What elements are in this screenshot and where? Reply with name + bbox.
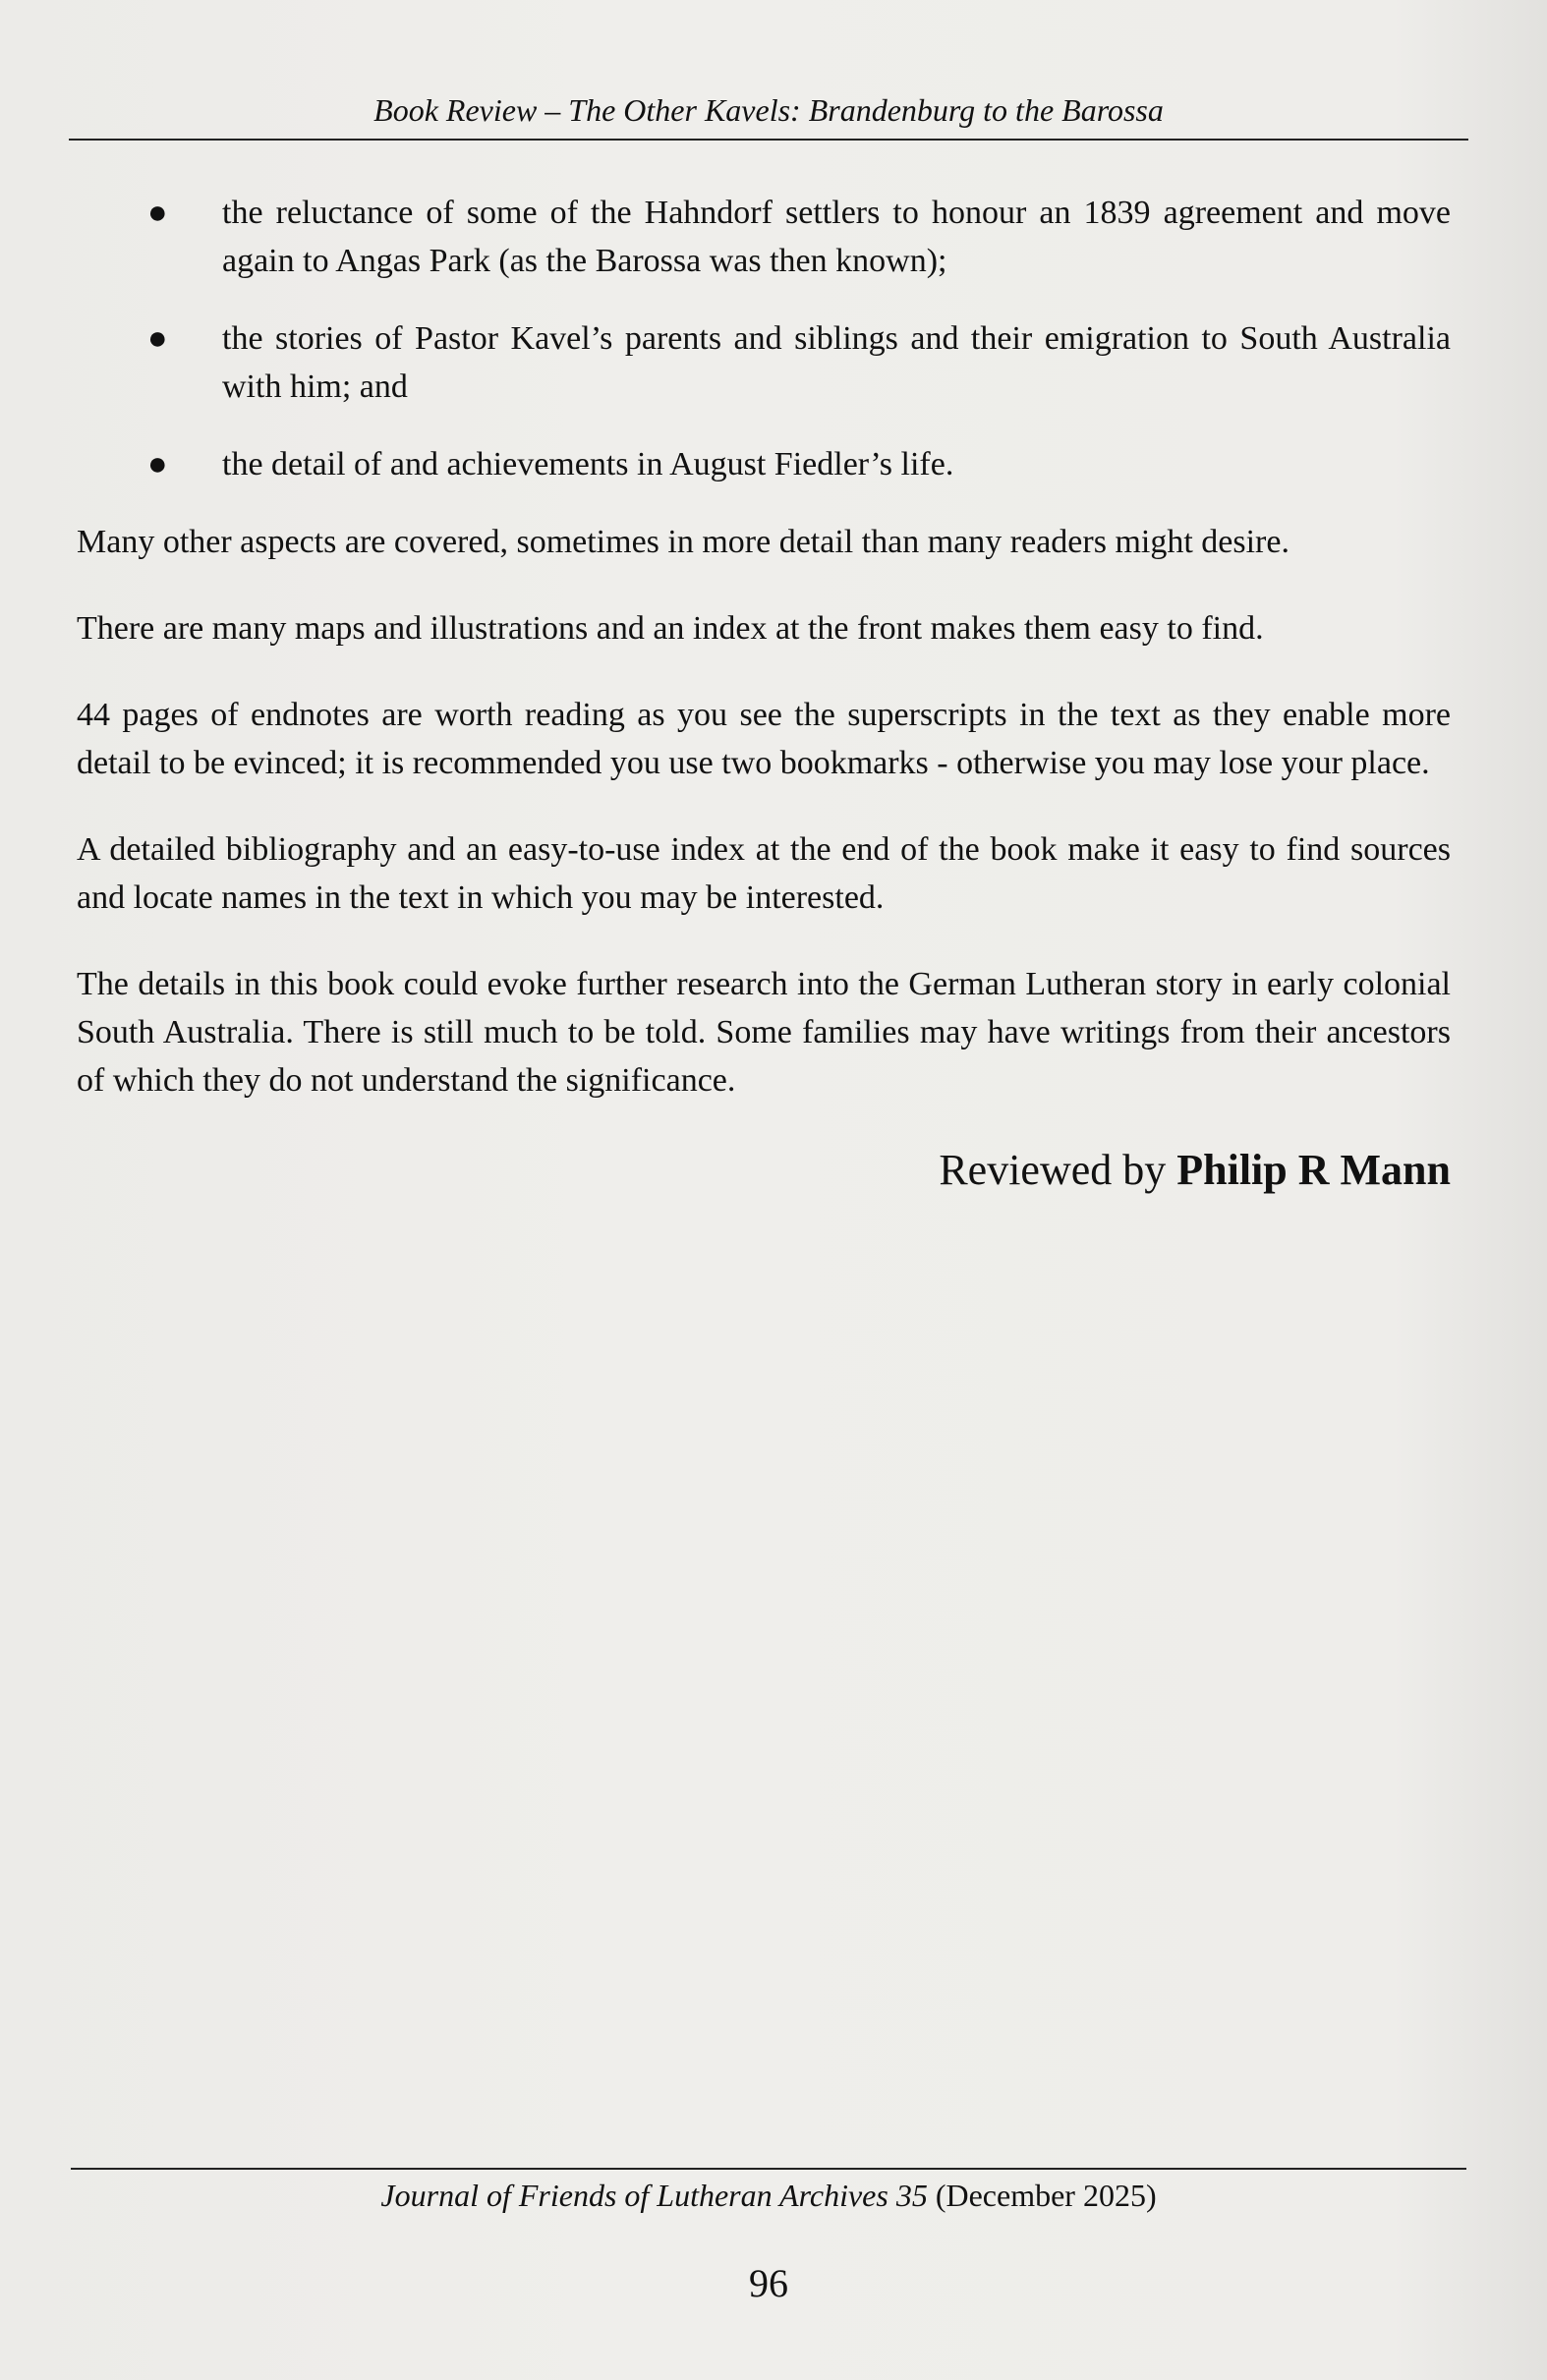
bullet-item [77, 314, 1451, 411]
reviewer-credit [77, 1143, 1451, 1198]
bullet-item [77, 440, 1451, 488]
reviewer-name: Philip R Mann [1176, 1146, 1451, 1194]
bullet-text: the reluctance of some of the Hahndorf settlers to honour an 1839 agreement and move again to Angas Park (as the Barossa was then known); [222, 195, 1451, 279]
bullet-text: the detail of and achievements in August Fiedler’s life. [222, 446, 954, 482]
paragraph: A detailed bibliography and an easy-to-use index at the end of the book make it easy to find sources and locate names in the text in which you may be interested. [77, 831, 1451, 916]
bullet-text: the stories of Pastor Kavel’s parents and siblings and their emigration to South Australia with him; and [222, 320, 1451, 405]
paragraph: 44 pages of endnotes are worth reading as you see the superscripts in the text as they enable more detail to be evinced; it is recommended you use two bookmarks - otherwise you may lose your place. [77, 697, 1451, 781]
header-rule [69, 139, 1468, 141]
reviewer-prefix: Reviewed by [939, 1146, 1177, 1194]
paragraph: There are many maps and illustrations and an index at the front makes them easy to find. [77, 610, 1264, 647]
paragraph: The details in this book could evoke further research into the German Lutheran story in early colonial South Australia. There is still much to be told. Some families may have writings from their ancestors of which they do not understand the significance. [77, 966, 1451, 1099]
footer [71, 2178, 1466, 2214]
footer-date: (December 2025) [927, 2178, 1157, 2213]
bullet-list [77, 189, 1451, 488]
bullet-icon: ● [147, 446, 168, 482]
bullet-item [77, 189, 1451, 285]
page-number: 96 [749, 2261, 788, 2305]
paragraph: Many other aspects are covered, sometimes in more detail than many readers might desire. [77, 524, 1289, 560]
footer-rule [71, 2168, 1466, 2170]
bullet-icon: ● [147, 320, 168, 357]
body-content [77, 189, 1451, 1198]
running-header: Book Review – The Other Kavels: Brandenburg to the Barossa [373, 92, 1164, 128]
bullet-icon: ● [147, 195, 168, 231]
footer-journal: Journal of Friends of Lutheran Archives 35 [380, 2178, 928, 2213]
